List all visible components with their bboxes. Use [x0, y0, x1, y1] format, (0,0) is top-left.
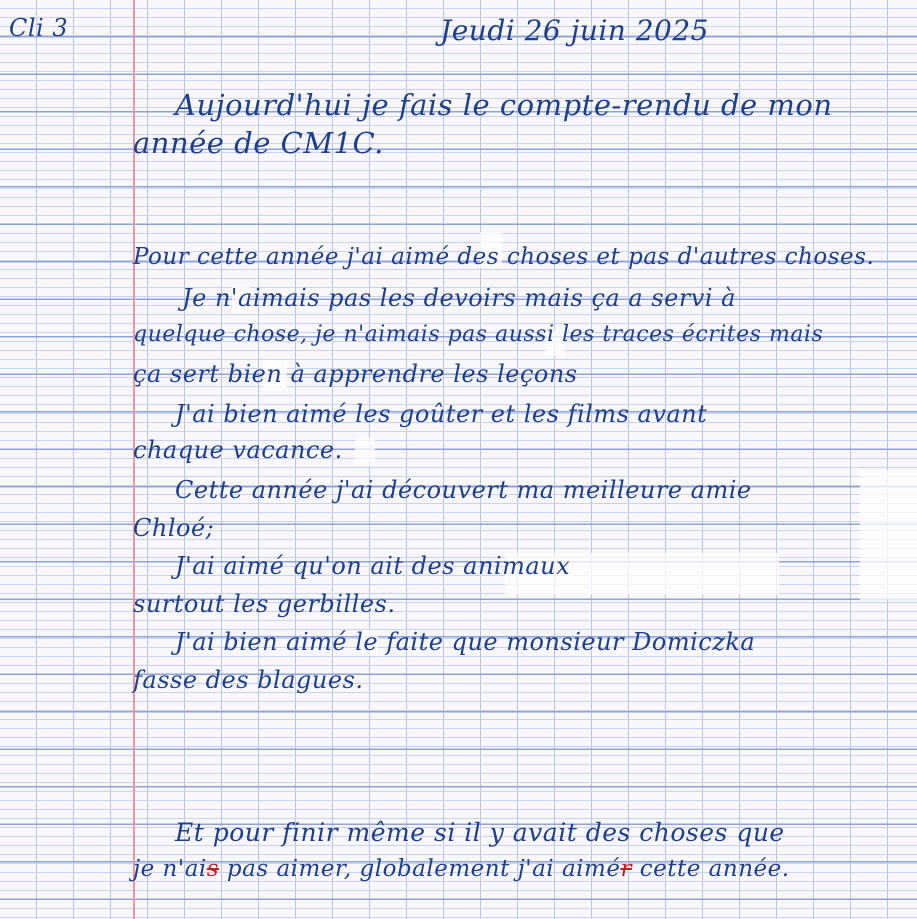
body-line: Chloé; [133, 514, 215, 542]
conclusion-line-2 [133, 856, 790, 882]
conclusion-text: je n'ai [133, 856, 207, 882]
body-line: quelque chose, je n'aimais pas aussi les traces écrites mais [133, 322, 824, 347]
body-line: ça sert bien à apprendre les leçons [133, 360, 578, 388]
conclusion-text: cette année. [631, 856, 790, 882]
body-line: J'ai aimé qu'on ait des animaux [175, 552, 571, 580]
class-label: Cli 3 [9, 14, 69, 42]
whiteout-patch [860, 470, 917, 600]
body-line: chaque vacance. [133, 436, 343, 464]
intro-line-2: année de CM1C. [133, 126, 384, 160]
struck-correction: r [620, 856, 632, 882]
body-line: J'ai bien aimé le faite que monsieur Domiczka [175, 628, 756, 656]
struck-correction: s [206, 856, 220, 882]
whiteout-patch [355, 438, 375, 466]
body-line: fasse des blagues. [133, 666, 364, 694]
date-heading: Jeudi 26 juin 2025 [440, 14, 709, 47]
conclusion-line-1: Et pour finir même si il y avait des choses que [175, 818, 785, 847]
body-line: Je n'aimais pas les devoirs mais ça a servi à [182, 284, 736, 312]
intro-line-1: Aujourd'hui je fais le compte-rendu de mon [175, 88, 833, 122]
body-line: Cette année j'ai découvert ma meilleure amie [175, 476, 752, 504]
body-line: surtout les gerbilles. [133, 590, 396, 618]
conclusion-text: pas aimer, globalement j'ai aimé [219, 856, 621, 882]
body-line: Pour cette année j'ai aimé des choses et pas d'autres choses. [133, 244, 875, 270]
body-line: J'ai bien aimé les goûter et les films avant [175, 400, 708, 428]
